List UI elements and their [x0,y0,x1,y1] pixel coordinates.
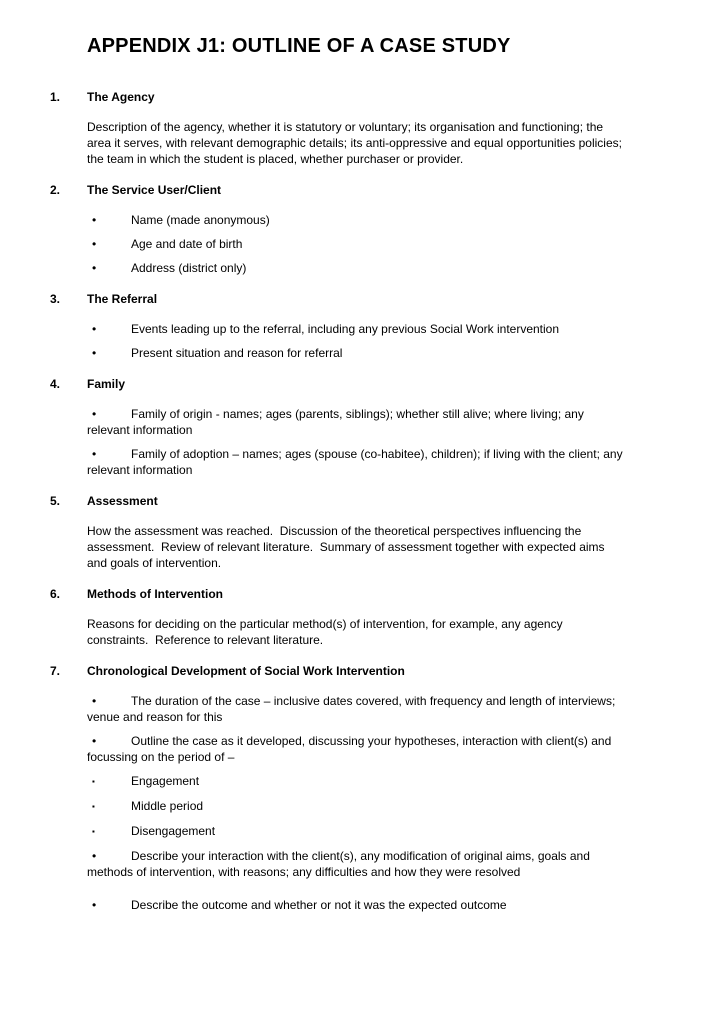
square-bullet-icon: ▪ [92,777,95,786]
section-body [87,523,624,571]
section-body [87,406,624,478]
bullet-icon: • [92,694,97,708]
bullet-text: Family of adoption – names; ages (spouse (co-habitee), children); if living with the client; any relevant information [87,447,623,477]
section-service-user-client [50,182,624,276]
bullet-text: Describe the outcome and whether or not it was the expected outcome [131,898,507,912]
bullet-text: Outline the case as it developed, discussing your hypotheses, interaction with client(s) and focussing on the period of – [87,734,612,764]
bullet-text: Age and date of birth [131,237,243,251]
bullet-icon: • [92,261,97,275]
section-number: 5. [50,494,61,508]
bullet-item [87,897,624,913]
section-number: 4. [50,377,61,391]
bullet-item [87,446,624,478]
section-number: 7. [50,664,61,678]
bullet-icon: • [92,213,97,227]
section-number: 2. [50,183,61,197]
bullet-item [87,321,624,337]
bullet-text: Disengagement [131,824,216,838]
bullet-item [87,212,624,228]
bullet-item [87,733,624,765]
paragraph: How the assessment was reached. Discussion of the theoretical perspectives influencing the assessment. Review of relevant literature. Summary of assessment together with expected aims and goals of intervention. [87,524,608,570]
bullet-item [87,236,624,252]
paragraph: Reasons for deciding on the particular method(s) of intervention, for example, any agency constraints. Reference to relevant literature. [87,617,566,647]
bullet-item [87,848,624,880]
bullet-text: Describe your interaction with the client(s), any modification of original aims, goals and methods of intervention, with reasons; any difficulties and how they were resolved [87,849,590,879]
section-assessment [50,493,624,571]
bullet-item [87,345,624,361]
bullet-icon: • [92,407,97,421]
bullet-text: The duration of the case – inclusive dates covered, with frequency and length of interviews; venue and reason for this [87,694,616,724]
section-heading-text: Chronological Development of Social Work Intervention [87,664,405,678]
bullet-icon: • [92,237,97,251]
section-number: 6. [50,587,61,601]
bullet-text: Present situation and reason for referral [131,346,343,360]
section-heading-text: Family [87,377,126,391]
section-body [87,119,624,167]
document-title: APPENDIX J1: OUTLINE OF A CASE STUDY [87,35,511,57]
bullet-icon: • [92,447,97,461]
section-chronological-development [50,663,624,913]
section-methods-of-intervention [50,586,624,648]
section-heading [50,376,624,392]
bullet-text: Family of origin - names; ages (parents, siblings); whether still alive; where living; any relevant information [87,407,584,437]
section-the-referral [50,291,624,361]
section-heading-text: Methods of Intervention [87,587,223,601]
bullet-text: Name (made anonymous) [131,213,270,227]
section-body [87,616,624,648]
bullet-text: Events leading up to the referral, including any previous Social Work intervention [131,322,560,336]
sub-bullet-item [87,773,624,790]
section-body [87,693,624,913]
square-bullet-icon: ▪ [92,827,95,836]
section-number: 1. [50,90,61,104]
bullet-icon: • [92,849,97,863]
section-number: 3. [50,292,61,306]
sub-bullet-item [87,823,624,840]
bullet-item [87,693,624,725]
section-heading [50,291,624,307]
section-body [87,212,624,276]
bullet-text: Address (district only) [131,261,247,275]
bullet-text: Engagement [131,774,200,788]
bullet-icon: • [92,734,97,748]
section-body [87,321,624,361]
section-heading [50,586,624,602]
section-heading [50,663,624,679]
paragraph: Description of the agency, whether it is statutory or voluntary; its organisation and functioning; the area it serves, with relevant demographic details; its anti-oppressive and equal opportunities policies; the team in which the student is placed, whether purchaser or provider. [87,120,626,166]
section-heading-text: Assessment [87,494,158,508]
bullet-icon: • [92,898,97,912]
bullet-item [87,260,624,276]
bullet-text: Middle period [131,799,204,813]
section-heading [50,89,624,105]
sub-bullet-item [87,798,624,815]
section-heading [50,493,624,509]
section-heading-text: The Agency [87,90,155,104]
bullet-item [87,406,624,438]
section-heading [50,182,624,198]
bullet-icon: • [92,322,97,336]
bullet-icon: • [92,346,97,360]
section-family [50,376,624,478]
section-heading-text: The Referral [87,292,158,306]
section-the-agency [50,89,624,167]
section-heading-text: The Service User/Client [87,183,222,197]
square-bullet-icon: ▪ [92,802,95,811]
